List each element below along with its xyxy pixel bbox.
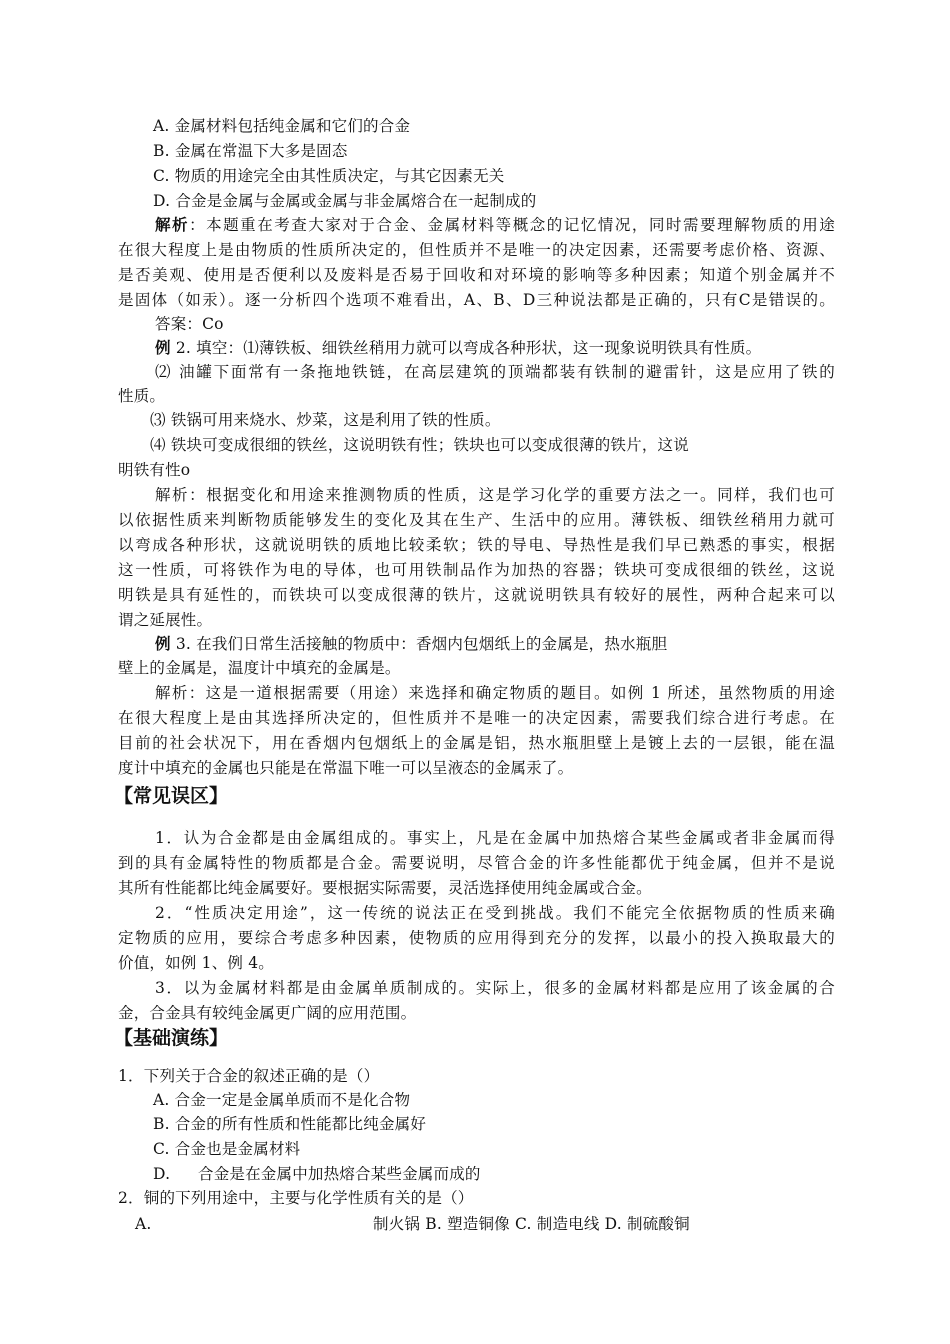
misconception-2-line-2: 定物质的应用，要综合考虑多种因素，使物质的应用得到充分的发挥，以最小的投入换取最大的 [118,929,835,947]
analysis-1-line-3: 是否美观、使用是否便利以及废料是否易于回收和对环境的影响等多种因素；知道个别金属并不 [118,266,835,284]
misconception-3-line-1: 3．以为金属材料都是由金属单质制成的。实际上，很多的金属材料都是应用了该金属的合 [155,979,835,997]
option-d: D. 合金是金属与金属或金属与非金属熔合在一起制成的 [153,192,537,210]
analysis-label: 解析 [155,216,190,234]
example-2-line-1: 例 2. 填空：⑴薄铁板、细铁丝稍用力就可以弯成各种形状，这一现象说明铁具有性质。 [155,339,762,357]
example-label: 例 [155,635,171,653]
practice-q1-option-b: B. 合金的所有性质和性能都比纯金属好 [153,1115,427,1133]
example-3-line-1: 例 3. 在我们日常生活接触的物质中：香烟内包烟纸上的金属是，热水瓶胆 [155,635,668,653]
analysis-2-line-2: 以依据性质来判断物质能够发生的变化及其在生产、生活中的应用。薄铁板、细铁丝稍用力就可 [118,511,835,529]
analysis-2-line-4: 这一性质，可将铁作为电的导体，也可用铁制品作为加热的容器；铁块可变成很细的铁丝，这说 [118,561,835,579]
analysis-3-line-2: 在很大程度上是由其选择所决定的，但性质并不是唯一的决定因素，需要我们综合进行考虑。在 [118,709,835,727]
misconception-1-line-2: 到的具有金属特性的物质都是合金。需要说明，尽管合金的许多性能都优于纯金属，但并不是说 [118,854,835,872]
analysis-3-line-4: 度计中填充的金属也只能是在常温下唯一可以呈液态的金属汞了。 [118,759,574,777]
example-3-line-2: 壁上的金属是，温度计中填充的金属是。 [118,659,401,677]
analysis-1-line-2: 在很大程度上是由物质的性质所决定的，但性质并不是唯一的决定因素，还需要考虑价格、资源、 [118,241,835,259]
option-c: C. 物质的用途完全由其性质决定，与其它因素无关 [153,167,505,185]
analysis-3-line-1: 解析：这是一道根据需要（用途）来选择和确定物质的题目。如例 1 所述，虽然物质的用途 [155,684,835,702]
example-2-line-4: ⑶ 铁锅可用来烧水、炒菜，这是利用了铁的性质。 [150,411,501,429]
analysis-1-line-4: 是固体（如汞）。逐一分析四个选项不难看出，A、B、D三种说法都是正确的，只有C是错误的。 [118,291,835,309]
analysis-2-line-3: 以弯成各种形状，这就说明铁的质地比较柔软；铁的导电、导热性是我们早已熟悉的事实，根据 [118,536,835,554]
example-2-line-3: 性质。 [118,387,166,405]
misconception-3-line-2: 金，合金具有较纯金属更广阔的应用范围。 [118,1004,417,1022]
example-2-line-6: 明铁有性o [118,461,191,479]
practice-q1-option-c: C. 合金也是金属材料 [153,1140,301,1158]
misconception-2-line-3: 价值，如例 1、例 4。 [118,954,274,972]
misconception-1-line-1: 1．认为合金都是由金属组成的。事实上，凡是在金属中加热熔合某些金属或者非金属而得 [155,829,835,847]
practice-question-1: 1．下列关于合金的叙述正确的是（） [118,1067,380,1085]
practice-question-2: 2．铜的下列用途中，主要与化学性质有关的是（） [118,1189,474,1207]
example-2-line-2: ⑵ 油罐下面常有一条拖地铁链，在高层建筑的顶端都装有铁制的避雷针，这是应用了铁的 [155,363,835,381]
section-heading-practice: 【基础演练】 [114,1027,229,1049]
example-label: 例 [155,339,171,357]
option-b: B. 金属在常温下大多是固态 [153,142,348,160]
section-heading-misconceptions: 【常见误区】 [114,785,229,807]
practice-q1-option-a: A. 合金一定是金属单质而不是化合物 [153,1091,411,1109]
option-a: A. 金属材料包括纯金属和它们的合金 [153,117,411,135]
practice-q2-option-a-label: A. [135,1215,152,1233]
answer: 答案：Co [155,315,224,333]
analysis-2-line-5: 明铁是具有延性的，而铁块可以变成很薄的铁片，这就说明铁具有较好的展性，两种合起来可以 [118,586,835,604]
practice-q2-options: 制火锅 B. 塑造铜像 C. 制造电线 D. 制硫酸铜 [373,1215,690,1233]
misconception-1-line-3: 其所有性能都比纯金属要好。要根据实际需要，灵活选择使用纯金属或合金。 [118,879,652,897]
analysis-2-line-1: 解析：根据变化和用途来推测物质的性质，这是学习化学的重要方法之一。同样，我们也可 [155,486,835,504]
misconception-2-line-1: 2．“性质决定用途”，这一传统的说法正在受到挑战。我们不能完全依据物质的性质来确 [155,904,835,922]
analysis-2-line-6: 谓之延展性。 [118,611,213,629]
analysis-1-line-1: 解析：本题重在考查大家对于合金、金属材料等概念的记忆情况，同时需要理解物质的用途 [155,216,835,234]
analysis-3-line-3: 目前的社会状况下，用在香烟内包烟纸上的金属是铝，热水瓶胆壁上是镀上去的一层银，能在温 [118,734,835,752]
practice-q1-option-d: 合金是在金属中加热熔合某些金属而成的 [198,1165,481,1183]
example-2-line-5: ⑷ 铁块可变成很细的铁丝，这说明铁有性；铁块也可以变成很薄的铁片，这说 [150,436,689,454]
practice-q1-option-d-label: D. [153,1165,171,1183]
